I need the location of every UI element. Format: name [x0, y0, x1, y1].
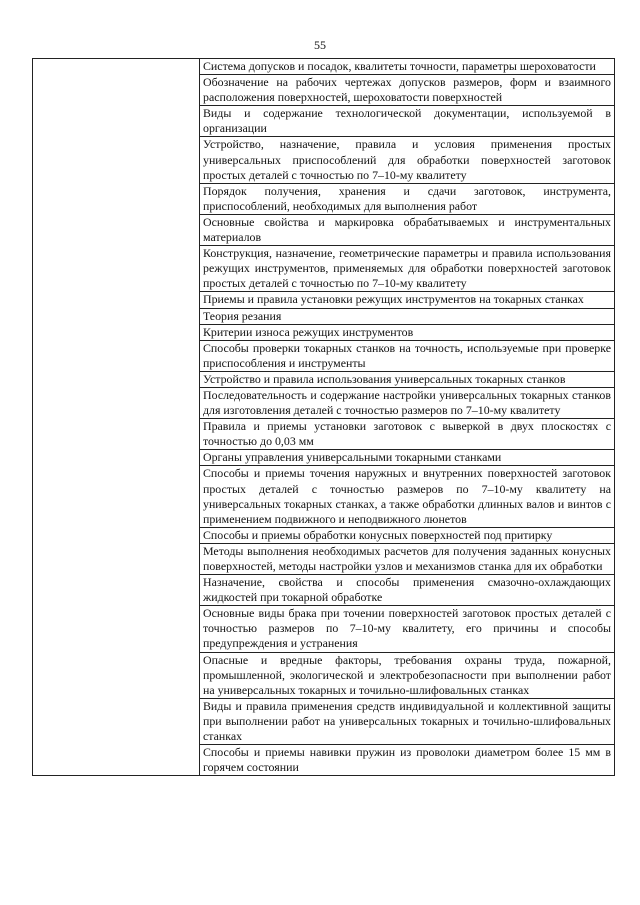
left-column-cell [33, 59, 200, 776]
requirement-item: Конструкция, назначение, геометрические параметры и правила использования режущих инструментов, применяемых для обработки поверхностей заготовок простых деталей с точностью по 7–10-му квалитету [200, 246, 615, 292]
requirement-item: Способы проверки токарных станков на точность, используемые при проверке приспособления и инструменты [200, 340, 615, 371]
requirement-item: Обозначение на рабочих чертежах допусков размеров, форм и взаимного расположения поверхностей, шероховатости поверхностей [200, 75, 615, 106]
requirement-item: Система допусков и посадок, квалитеты точности, параметры шероховатости [200, 59, 615, 75]
knowledge-requirements-table [32, 58, 615, 776]
table-body [33, 59, 615, 776]
requirement-item: Порядок получения, хранения и сдачи заготовок, инструмента, приспособлений, необходимых для выполнения работ [200, 183, 615, 214]
requirement-item: Виды и правила применения средств индивидуальной и коллективной защиты при выполнении работ на универсальных токарных и точильно-шлифовальных станках [200, 698, 615, 744]
requirement-item: Основные виды брака при точении поверхностей заготовок простых деталей с точностью размеров по 7–10-му квалитету, его причины и способы предупреждения и устранения [200, 606, 615, 652]
requirement-item: Органы управления универсальными токарными станками [200, 450, 615, 466]
requirement-item: Методы выполнения необходимых расчетов для получения заданных конусных поверхностей, методы настройки узлов и механизмов станка для их обработки [200, 543, 615, 574]
requirement-item: Правила и приемы установки заготовок с выверкой в двух плоскостях с точностью до 0,03 мм [200, 419, 615, 450]
page-number: 55 [314, 38, 326, 52]
requirement-item: Виды и содержание технологической документации, используемой в организации [200, 106, 615, 137]
requirement-item: Назначение, свойства и способы применения смазочно-охлаждающих жидкостей при токарной обработке [200, 575, 615, 606]
requirement-item: Основные свойства и маркировка обрабатываемых и инструментальных материалов [200, 214, 615, 245]
table-row [33, 59, 615, 75]
requirement-item: Опасные и вредные факторы, требования охраны труда, пожарной, промышленной, экологической и электробезопасности при выполнении работ на универсальных токарных и точильно-шлифовальных станках [200, 652, 615, 698]
requirement-item: Теория резания [200, 308, 615, 324]
requirement-item: Приемы и правила установки режущих инструментов на токарных станках [200, 292, 615, 308]
requirement-item: Устройство, назначение, правила и условия применения простых универсальных приспособлений для обработки поверхностей заготовок простых деталей с точностью по 7–10-му квалитету [200, 137, 615, 183]
requirement-item: Способы и приемы обработки конусных поверхностей под притирку [200, 527, 615, 543]
requirement-item: Критерии износа режущих инструментов [200, 324, 615, 340]
requirement-item: Способы и приемы точения наружных и внутренних поверхностей заготовок простых деталей с точностью размеров по 7–10-му квалитету на универсальных токарных станках, а также обработки длинных валов и винтов с применением подвижного и неподвижного люнетов [200, 466, 615, 527]
requirement-item: Устройство и правила использования универсальных токарных станков [200, 371, 615, 387]
requirement-item: Способы и приемы навивки пружин из проволоки диаметром более 15 мм в горячем состоянии [200, 745, 615, 776]
requirement-item: Последовательность и содержание настройки универсальных токарных станков для изготовления деталей с точностью размеров по 7–10-му квалитету [200, 387, 615, 418]
